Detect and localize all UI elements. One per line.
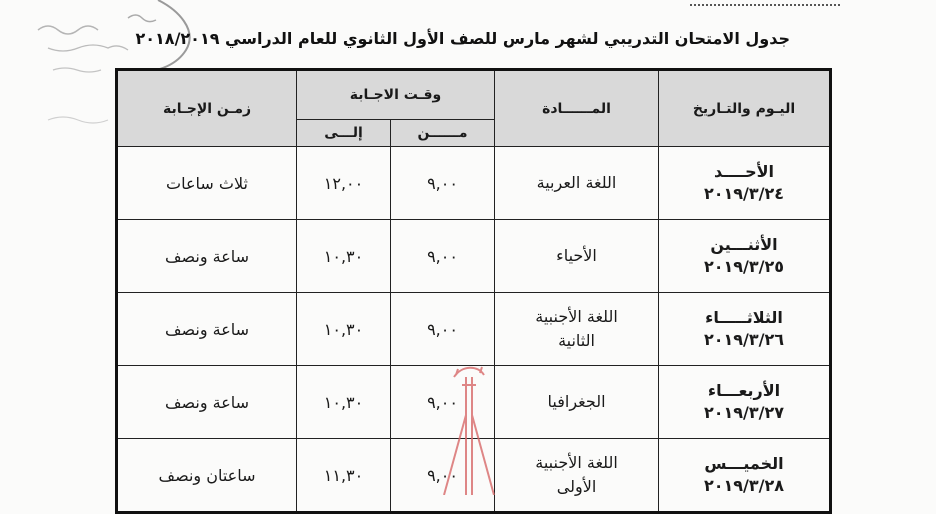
header-to: إلـــى xyxy=(297,120,391,147)
exam-date: ٢٠١٩/٣/٢٥ xyxy=(703,257,785,276)
duration-cell: ساعة ونصف xyxy=(117,366,297,439)
from-time-cell: ٩,٠٠ xyxy=(391,293,495,366)
header-day-date: اليـوم والتـاريخ xyxy=(659,70,831,147)
header-subject: المــــــادة xyxy=(495,70,659,147)
day-name: الخميـــس xyxy=(704,454,784,473)
day-name: الأثنـــين xyxy=(710,235,778,254)
duration-cell: ساعة ونصف xyxy=(117,293,297,366)
duration-cell: ثلاث ساعات xyxy=(117,147,297,220)
exam-date: ٢٠١٩/٣/٢٦ xyxy=(703,330,785,349)
day-name: الأحــــد xyxy=(713,162,775,181)
day-date-cell xyxy=(659,220,831,293)
header-answer-time: وقـت الاجـابة xyxy=(297,70,495,120)
subject-name: الجغرافيا xyxy=(547,392,606,411)
day-date-cell xyxy=(659,439,831,513)
day-date-cell xyxy=(659,366,831,439)
subject-cell xyxy=(495,293,659,366)
red-seal-watermark-icon xyxy=(432,355,502,495)
to-time-cell: ١١,٣٠ xyxy=(297,439,391,513)
page-title: جدول الامتحان التدريبي لشهر مارس للصف الأول الثانوي للعام الدراسي ٢٠١٨/٢٠١٩ xyxy=(135,29,790,48)
from-time-cell: ٩,٠٠ xyxy=(391,220,495,293)
header-duration: زمـن الإجـابة xyxy=(117,70,297,147)
header-from: مــــــن xyxy=(391,120,495,147)
exam-date: ٢٠١٩/٣/٢٨ xyxy=(703,476,785,495)
day-date-cell xyxy=(659,293,831,366)
from-time-cell: ٩,٠٠ xyxy=(391,366,495,439)
subject-name: اللغة العربية xyxy=(536,173,617,192)
cut-off-text-line xyxy=(690,0,840,6)
from-time-cell: ٩,٠٠ xyxy=(391,147,495,220)
day-name: الثلاثـــــاء xyxy=(705,308,783,327)
subject-name-line2: الثانية xyxy=(558,331,595,350)
subject-name: الأحياء xyxy=(556,246,597,265)
to-time-cell: ١٠,٣٠ xyxy=(297,366,391,439)
subject-cell xyxy=(495,439,659,513)
table-row xyxy=(117,147,831,220)
duration-cell: ساعتان ونصف xyxy=(117,439,297,513)
subject-name: اللغة الأجنبية xyxy=(535,453,618,472)
subject-name: اللغة الأجنبية xyxy=(535,307,618,326)
exam-date: ٢٠١٩/٣/٢٤ xyxy=(703,184,785,203)
subject-cell xyxy=(495,220,659,293)
subject-name-line2: الأولى xyxy=(556,477,597,496)
subject-cell xyxy=(495,366,659,439)
to-time-cell: ١٢,٠٠ xyxy=(297,147,391,220)
duration-cell: ساعة ونصف xyxy=(117,220,297,293)
day-name: الأربعـــاء xyxy=(707,381,781,400)
to-time-cell: ١٠,٣٠ xyxy=(297,293,391,366)
table-row xyxy=(117,220,831,293)
from-time-cell: ٩,٠٠ xyxy=(391,439,495,513)
subject-cell xyxy=(495,147,659,220)
exam-date: ٢٠١٩/٣/٢٧ xyxy=(703,403,785,422)
day-date-cell xyxy=(659,147,831,220)
to-time-cell: ١٠,٣٠ xyxy=(297,220,391,293)
